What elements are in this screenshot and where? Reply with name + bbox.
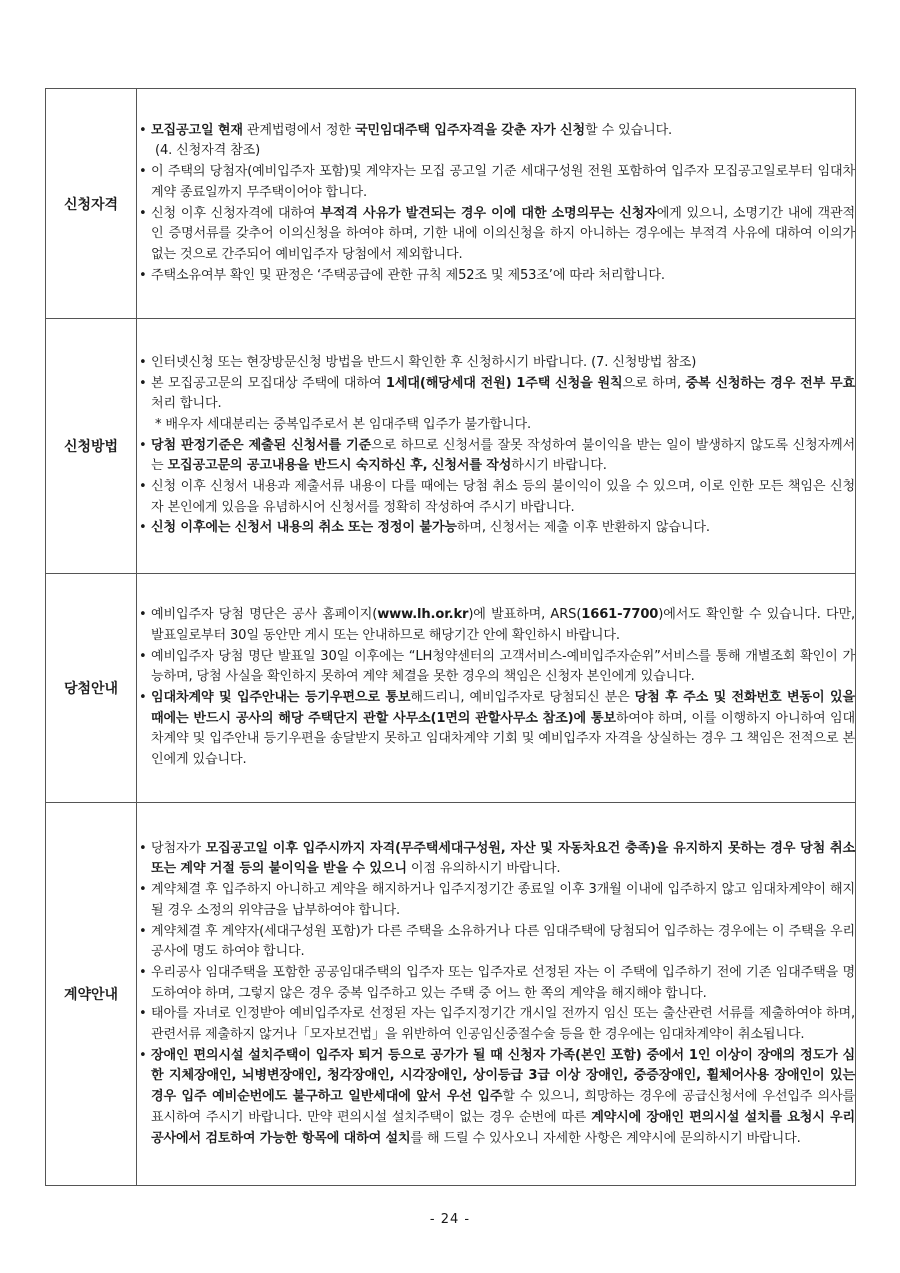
bullet-item — [137, 880, 855, 921]
body-text: 하여야 하며, 이를 이행하지 아니하여 임대차계약 및 입주안내 등기우편을 송달받지 못하고 임대차계약 기회 및 예비입주자 자격을 상실하는 경우 그 책임은 전적으로 본인에게 있습니다. — [151, 710, 855, 768]
body-text: 예비입주자 당첨 명단 발표일 30일 이후에는 “LH청약센터의 고객서비스-예비입주자순위”서비스를 통해 개별조회 확인이 가능하며, 당첨 사실을 확인하지 못하여 계약 체결을 못한 경우의 책임은 신청자 본인에게 있습니다. — [151, 648, 855, 685]
emphasis-text: 모집공고일 현재 — [151, 122, 243, 138]
emphasis-text: 신청 이후에는 신청서 내용의 취소 또는 정정이 불가능 — [151, 520, 457, 536]
bullet-item — [137, 162, 855, 203]
body-text: 하시기 바랍니다. — [511, 458, 607, 474]
body-text: 해드리니, 예비입주자로 당첨되신 분은 — [410, 690, 635, 705]
body-text: 할 수 있습니다. — [585, 122, 673, 138]
body-text: 이점 유의하시기 바랍니다. — [406, 861, 561, 877]
emphasis-text: 계약시에 장애인 편의시설 설치를 요청시 우리 공사에서 검토하여 가능한 항목에 대하여 설치 — [151, 1109, 855, 1146]
emphasis-text: 모집공고문의 공고내용을 반드시 숙지하신 후, 신청서를 작성 — [167, 458, 512, 474]
bullet-item — [137, 353, 855, 374]
body-text: 를 해 드릴 수 있사오니 자세한 사항은 계약시에 문의하시기 바랍니다. — [410, 1130, 801, 1146]
body-text: 계약체결 후 계약자(세대구성원 포함)가 다른 주택을 소유하거나 다른 임대주택에 당첨되어 입주하는 경우에는 이 주택을 우리공사에 명도 하여야 합니다. — [151, 923, 855, 960]
body-text: 우리공사 임대주택을 포함한 공공임대주택의 입주자 또는 입주자로 선정된 자는 이 주택에 입주하기 전에 기존 임대주택을 명도하여야 하며, 그렇지 않은 경우 중복 입주하고 있는 주택 중 어느 한 쪽의 계약을 해지해야 합니다. — [151, 964, 855, 1001]
body-text: )에서도 확인할 수 있습니다. 다만, 발표일로부터 30일 동안만 게시 또는 안내하므로 해당기간 안에 확인하시 바랍니다. — [151, 607, 855, 643]
bullet-item — [137, 204, 855, 266]
emphasis-text: 임대차계약 및 입주안내는 등기우편으로 통보 — [151, 690, 411, 705]
section-item-list — [137, 121, 855, 287]
emphasis-text: 당첨 후 주소 및 전화번호 변동이 있을 때에는 반드시 공사의 해당 주택단지 관할 사무소(1면의 관할사무소 참조)에 통보 — [151, 690, 855, 726]
bullet-item — [137, 266, 855, 287]
emphasis-text: www.lh.or.kr — [377, 607, 469, 623]
body-text: 계약체결 후 입주하지 아니하고 계약을 해지하거나 입주지정기간 종료일 이후 3개월 이내에 입주하지 않고 임대차계약이 해지될 경우 소정의 위약금을 납부하여야 합니다. — [151, 882, 855, 918]
body-text: 주택소유여부 확인 및 판정은 ‘주택공급에 관한 규칙 제52조 및 제53조’에 따라 처리합니다. — [151, 267, 665, 283]
section-item-list — [137, 605, 855, 771]
bullet-item — [137, 477, 855, 518]
bullet-item — [137, 518, 855, 539]
body-text: (4. 신청자격 참조) — [155, 143, 261, 159]
body-text: 인터넷신청 또는 현장방문신청 방법을 반드시 확인한 후 신청하시기 바랍니다. (7. 신청방법 참조) — [151, 354, 697, 370]
section-body — [137, 574, 856, 803]
bullet-item — [137, 374, 855, 415]
section-item-list — [137, 839, 855, 1150]
section-body — [137, 89, 856, 319]
bullet-item — [137, 922, 855, 963]
body-text: 이 주택의 당첨자(예비입주자 포함)및 계약자는 모집 공고일 기준 세대구성원 전원 포함하여 입주자 모집공고일로부터 임대차계약 종료일까지 무주택이어야 합니다. — [151, 164, 855, 200]
bullet-item — [137, 1046, 855, 1150]
bullet-item — [137, 436, 855, 477]
emphasis-text: 부적격 사유가 발견되는 경우 이에 대한 소명의무는 신청자 — [320, 205, 657, 221]
section-body — [137, 319, 856, 574]
section-item-list — [137, 353, 855, 539]
section-body — [137, 803, 856, 1186]
bullet-item — [137, 688, 855, 771]
body-text: 할 수 있으니, 희망하는 경우에 공급신청서에 우선입주 의사를 표시하여 주시기 바랍니다. 만약 편의시설 설치주택이 없는 경우 순번에 따른 — [151, 1089, 856, 1125]
emphasis-text: 중복 신청하는 경우 전부 무효 — [685, 375, 855, 391]
body-text: 처리 합니다. — [151, 396, 222, 412]
section-title: 당첨안내 — [46, 574, 137, 803]
body-text: 으로 하며, — [622, 375, 686, 391]
page-number: - 24 - — [429, 1212, 471, 1227]
section-row-winner-notice — [46, 574, 856, 803]
section-row-application-method — [46, 319, 856, 574]
body-text: 관계법령에서 정한 — [242, 122, 355, 138]
body-text: 으로 하므로 신청서를 잘못 작성하여 불이익을 받는 일이 발생하지 않도록 신청자께서는 — [151, 437, 855, 474]
emphasis-text: 장애인 편의시설 설치주택이 입주자 퇴거 등으로 공가가 될 때 신청자 가족(본인 포함) 중에서 1인 이상이 장애의 정도가 심한 지체장애인, 뇌병변장애인, 청각장애인, 시각장애인, 상이등급 3급 이상 장애인, 중증장애인, 휠체어사용 장애인이 있는 경우 입주 예비순번에도 불구하고 일반세대에 앞서 우선 입주 — [151, 1047, 855, 1105]
body-text: * 배우자 세대분리는 중복입주로서 본 임대주택 입주가 불가합니다. — [155, 416, 531, 432]
emphasis-text: 모집공고일 이후 입주시까지 자격(무주택세대구성원, 자산 및 자동차요건 충족)을 유지하지 못하는 경우 당첨 취소 또는 계약 거절 등의 불이익을 받을 수 있으니 — [151, 840, 856, 877]
body-text: )에 발표하며, ARS( — [468, 607, 582, 623]
section-title: 계약안내 — [46, 803, 137, 1186]
emphasis-text: 1661-7700 — [581, 607, 659, 623]
bullet-item — [137, 839, 855, 880]
body-text: 신청 이후 신청서 내용과 제출서류 내용이 다를 때에는 당첨 취소 등의 불이익이 있을 수 있으며, 이로 인한 모든 책임은 신청자 본인에게 있음을 유념하시어 신청서를 정확히 작성하여 주시기 바랍니다. — [151, 479, 855, 515]
note-item — [137, 141, 855, 162]
body-text: 에게 있으니, 소명기간 내에 객관적인 증명서류를 갖추어 이의신청을 하여야 하며, 기한 내에 이의신청을 하지 아니하는 경우에는 부적격 사유에 대하여 이의가 없는 것으로 간주되어 예비입주자 당첨에서 제외합니다. — [151, 205, 855, 262]
body-text: 당첨자가 — [151, 840, 206, 856]
bullet-item — [137, 647, 855, 688]
emphasis-text: 1세대(해당세대 전원) 1주택 신청을 원칙 — [385, 375, 623, 391]
bullet-item — [137, 963, 855, 1004]
body-text: 신청 이후 신청자격에 대하여 — [151, 205, 321, 221]
body-text: 하며, 신청서는 제출 이후 반환하지 않습니다. — [456, 520, 710, 536]
section-title: 신청방법 — [46, 319, 137, 574]
note-item — [137, 415, 855, 436]
notice-table — [45, 88, 856, 1186]
section-title: 신청자격 — [46, 89, 137, 319]
bullet-item — [137, 1004, 855, 1045]
section-row-contract-notice — [46, 803, 856, 1186]
body-text: 태아를 자녀로 인정받아 예비입주자로 선정된 자는 입주지정기간 개시일 전까지 임신 또는 출산관련 서류를 제출하여야 하며, 관련서류 제출하지 않거나「모자보건법」을 위반하여 인공임신중절수술 등을 한 경우에는 임대차계약이 취소됩니다. — [151, 1006, 855, 1043]
section-row-eligibility — [46, 89, 856, 319]
body-text: 본 모집공고문의 모집대상 주택에 대하여 — [151, 375, 386, 391]
emphasis-text: 국민임대주택 입주자격을 갖춘 자가 신청 — [354, 122, 586, 138]
emphasis-text: 당첨 판정기준은 제출된 신청서를 기준 — [151, 437, 372, 453]
bullet-item — [137, 121, 855, 142]
body-text: 예비입주자 당첨 명단은 공사 홈페이지( — [151, 607, 378, 623]
bullet-item — [137, 605, 855, 646]
